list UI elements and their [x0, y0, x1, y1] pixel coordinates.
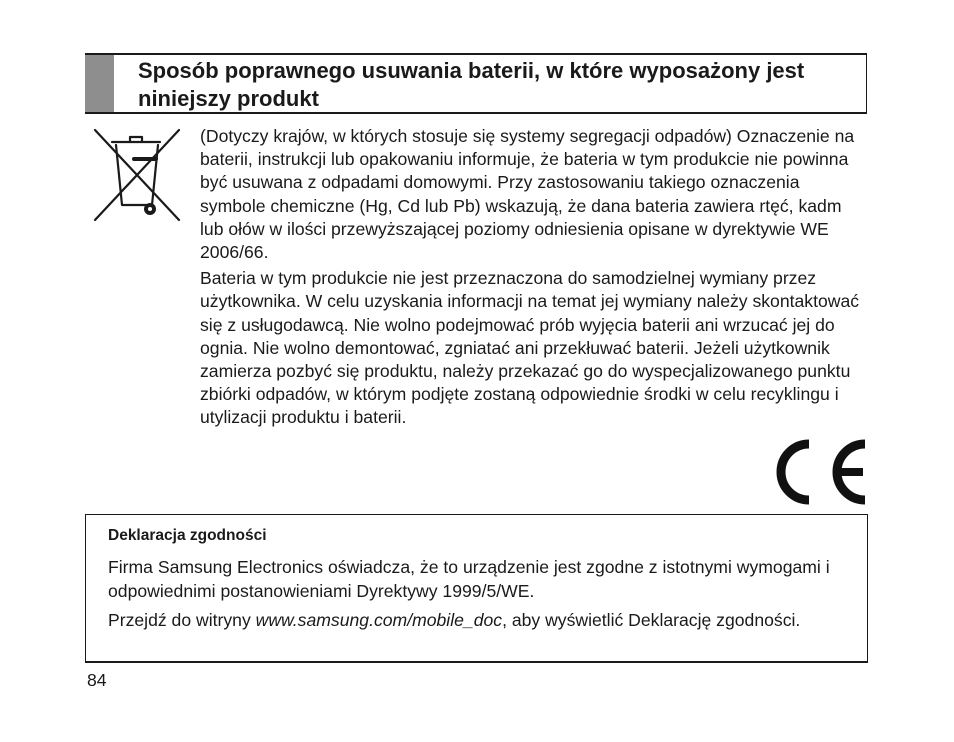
- declaration-body: [108, 555, 843, 632]
- section-header: [85, 53, 867, 114]
- visit-suffix: , aby wyświetlić Deklarację zgodności.: [502, 610, 801, 630]
- declaration-statement: Firma Samsung Electronics oświadcza, że to urządzenie jest zgodne z istotnymi wymogami i odpowiednimi postanowieniami Dyrektywy 1999/5/WE.: [108, 557, 830, 601]
- declaration-box: [85, 514, 868, 663]
- visit-prefix: Przejdź do witryny: [108, 610, 256, 630]
- ce-mark-icon: [769, 438, 871, 506]
- header-accent-bar: [85, 55, 114, 112]
- declaration-url: www.samsung.com/mobile_doc: [255, 610, 503, 630]
- crossed-out-wheelie-bin-icon: [90, 125, 184, 225]
- page-number: 84: [87, 670, 107, 690]
- replacement-paragraph: Bateria w tym produkcie nie jest przeznaczona do samodzielnej wymiany przez użytkownika. W celu uzyskania informacji na temat jej wymiany należy skontaktować się z usługodawcą. Nie wolno podejmować prób wyjęcia baterii ani wrzucać jej do ognia. Nie wolno demontować, zgniatać ani przekłuwać baterii. Jeżeli użytkownik zamierza pozbyć się produktu, należy przekazać go do wyspecjalizowanego punktu zbiórki odpadów, w którym podjęte zostaną odpowiednie środki w celu recyklingu i utylizacji produktu i baterii.: [200, 268, 860, 428]
- disposal-paragraph: (Dotyczy krajów, w których stosuje się systemy segregacji odpadów) Oznaczenie na baterii, instrukcji lub opakowaniu informuje, że bateria w tym produkcie nie powinna być usuwana z odpadami domowymi. Przy zastosowaniu takiego oznaczenia symbole chemiczne (Hg, Cd lub Pb) wskazują, że dana bateria zawiera rtęć, kadm lub ołów w ilości przewyższającej poziomy odniesienia opisane w dyrektywie WE 2006/66.: [200, 126, 855, 263]
- disposal-instructions: [200, 125, 860, 430]
- declaration-visit-note: [108, 608, 843, 632]
- section-title: Sposób poprawnego usuwania baterii, w które wyposażony jest niniejszy produkt: [138, 58, 805, 111]
- declaration-title: Deklaracja zgodności: [108, 527, 267, 544]
